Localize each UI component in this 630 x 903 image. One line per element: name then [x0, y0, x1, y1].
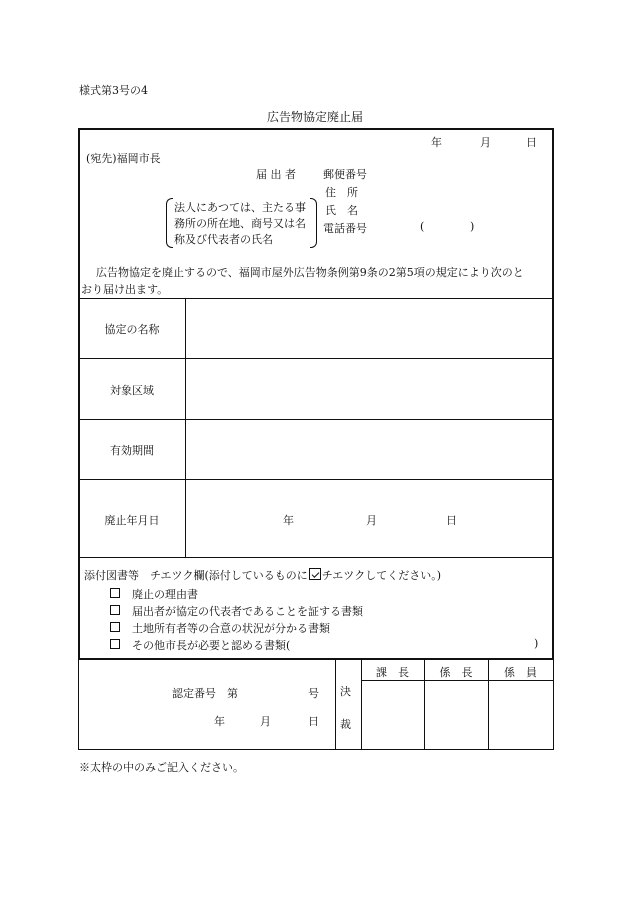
note-bracket-left — [166, 198, 173, 248]
phone-paren-open: ( — [420, 220, 425, 233]
office-box-header-line — [361, 680, 553, 681]
date-year-label: 年 — [431, 136, 442, 149]
office-box-bottom — [78, 749, 554, 750]
validity-period-field[interactable] — [186, 420, 552, 479]
section-chief-header: 課 長 — [376, 666, 409, 679]
row-label-target-area: 対象区域 — [110, 384, 154, 397]
form-number: 様式第3号の4 — [79, 84, 148, 97]
attachment-item-label: 届出者が協定の代表者であることを証する書類 — [132, 605, 363, 618]
attachment-item — [110, 637, 290, 653]
date-month-label: 月 — [480, 136, 491, 149]
date-day-label: 日 — [526, 136, 537, 149]
attachment-item-label: 廃止の理由書 — [132, 588, 198, 601]
attachment-item — [110, 603, 363, 619]
form-title: 広告物協定廃止届 — [266, 110, 363, 124]
check-mark-icon — [309, 568, 321, 580]
attachment-item-label: 土地所有者等の合意の状況が分かる書類 — [132, 622, 330, 635]
decision-label-bottom: 裁 — [340, 718, 351, 731]
other-documents-close-paren: ) — [534, 637, 539, 650]
corporate-note-line-3: 称及び代表者の氏名 — [174, 233, 273, 246]
agreement-name-field[interactable] — [186, 299, 552, 358]
applicant-label: 届 出 者 — [256, 168, 296, 181]
checkbox[interactable] — [110, 639, 120, 649]
addressee: (宛先)福岡市長 — [86, 152, 161, 165]
cert-date-year: 年 — [214, 715, 225, 728]
checkbox[interactable] — [110, 622, 120, 632]
attachments-header-prefix: 添付図書等 チエツク欄(添付しているものに — [84, 569, 308, 582]
cert-date-month: 月 — [260, 715, 271, 728]
attachments-header — [84, 567, 441, 583]
note-bracket-right — [310, 198, 317, 248]
address-label: 住 所 — [325, 186, 358, 199]
office-box-divider — [335, 660, 336, 749]
table-line — [79, 479, 553, 480]
phone-paren-close: ) — [470, 220, 475, 233]
office-box-left — [78, 660, 79, 749]
corporate-note-line-2: 務所の所在地、商号又は名 — [174, 217, 306, 230]
checkbox[interactable] — [110, 605, 120, 615]
checkbox[interactable] — [110, 588, 120, 598]
row-label-validity-period: 有効期間 — [110, 444, 154, 457]
target-area-field[interactable] — [186, 359, 552, 419]
attachments-header-suffix: チエツクしてください。) — [321, 569, 441, 582]
abolition-year-label: 年 — [283, 514, 294, 527]
abolition-month-label: 月 — [366, 514, 377, 527]
staff-header: 係 員 — [504, 666, 537, 679]
footnote: ※太枠の中のみご記入ください。 — [79, 761, 244, 774]
name-label: 氏 名 — [325, 204, 358, 217]
attachment-item-label: その他市長が必要と認める書類( — [132, 639, 291, 652]
cert-date-day: 日 — [308, 715, 319, 728]
unit-chief-header: 係 長 — [439, 666, 473, 679]
statement-line-1: 広告物協定を廃止するので、福岡市屋外広告物条例第9条の2第5項の規定により次のと — [96, 266, 524, 279]
row-label-abolition-date: 廃止年月日 — [104, 514, 160, 527]
phone-label: 電話番号 — [323, 222, 367, 235]
corporate-note-line-1: 法人にあつては、主たる事 — [174, 201, 306, 214]
office-box-right — [553, 660, 554, 749]
table-line — [79, 557, 553, 558]
decision-label-top: 決 — [340, 685, 351, 698]
certification-number-label: 認定番号 第 — [172, 687, 238, 700]
statement-line-2: おり届け出ます。 — [81, 283, 169, 296]
postal-code-label: 郵便番号 — [323, 168, 367, 181]
certification-number-suffix: 号 — [308, 687, 319, 700]
row-label-agreement-name: 協定の名称 — [104, 323, 160, 336]
attachment-item — [110, 586, 198, 602]
attachment-item — [110, 620, 330, 636]
abolition-day-label: 日 — [446, 514, 457, 527]
